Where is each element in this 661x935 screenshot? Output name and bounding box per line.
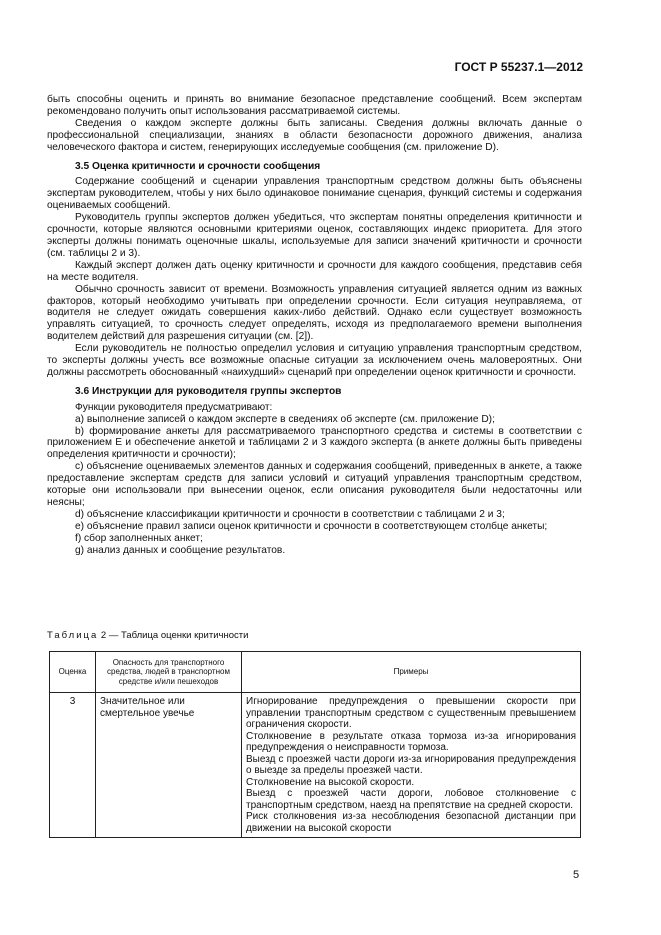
page-number: 5 — [573, 869, 580, 881]
paragraph: Обычно срочность зависит от времени. Возможность управления ситуацией является одним из важных факторов, который необходимо учитывать при определении срочности. Если ситуация неуправляема, от водителя не следует ожидать совершения каких-либо действий. Однако если существует возможность управлять ситуацией, то срочность следует определять, исходя из предполагаемого времени выполнения водителем действий для разрешения ситуации (см. [2]). — [47, 283, 582, 343]
list-item: a) выполнение записей о каждом эксперте в сведениях об эксперте (см. приложение D); — [75, 413, 495, 425]
section-heading-3-5: 3.5 Оценка критичности и срочности сообщения — [75, 160, 321, 172]
paragraph: Содержание сообщений и сценарии управления транспортным средством должны быть объяснены экспертам руководителем, чтобы у них было одинаковое понимание сценария, функций системы и содержания оцениваемых сообщений. — [47, 176, 582, 212]
example-item: Столкновение в результате отказа тормоза из-за игнорирования предупреждения о неисправности тормоза. — [246, 730, 576, 753]
list-item: b) формирование анкеты для рассматриваемого транспортного средства и системы в соответствии с приложением Е и обеспечение анкетой и таблицами 2 и 3 каждого эксперта (в анкете должны быть приведены определения критичности и срочности); — [47, 425, 582, 461]
list-item: d) объяснение классификации критичности и срочности в соответствии с таблицами 2 и 3; — [75, 508, 505, 520]
paragraph: Каждый эксперт должен дать оценку критичности и срочности для каждого сообщения, представив себя на месте водителя. — [47, 259, 582, 283]
list-item: f) сбор заполненных анкет; — [75, 532, 203, 544]
cell-danger: Значительное или смертельное увечье — [96, 693, 242, 838]
paragraph: Функции руководителя предусматривают: — [75, 401, 273, 413]
table-header-row — [50, 652, 581, 693]
list-item: g) анализ данных и сообщение результатов. — [75, 544, 286, 556]
example-item: Столкновение на высокой скорости. — [246, 776, 415, 788]
example-item: Риск столкновения из-за несоблюдения безопасной дистанции при движении на высокой скорости — [246, 811, 576, 834]
list-item: с) объяснение оцениваемых элементов данных и содержания сообщений, приведенных в анкете, а также предоставление экспертам средств для записи условий и ситуаций управления транспортным средством, которые они использовали при вынесении оценок, если описания руководителя были недостаточны или неясны; — [47, 461, 582, 508]
body-text — [47, 94, 582, 557]
header-examples: Примеры — [242, 652, 581, 693]
example-item: Выезд с проезжей части дороги из-за игнорирования предупреждения о выезде за пределы проезжей части. — [246, 753, 576, 776]
header-score: Оценка — [50, 652, 96, 693]
header-danger: Опасность для транспортного средства, людей в транспортном средстве и/или пешеходов — [96, 652, 242, 693]
section-heading-3-6: 3.6 Инструкции для руководителя группы экспертов — [75, 385, 342, 397]
criticality-table — [49, 651, 581, 838]
table-caption — [47, 630, 248, 641]
example-item: Игнорирование предупреждения о превышении скорости при управлении транспортным средством с существенным превышением ограничения скорости. — [246, 696, 576, 730]
table-row — [50, 693, 581, 838]
cell-examples — [242, 693, 581, 838]
list-item: е) объяснение правил записи оценок критичности и срочности в соответствующем столбце анкеты; — [75, 520, 548, 532]
paragraph: Руководитель группы экспертов должен убедиться, что экспертам понятны определения критичности и срочности, которые являются основными критериями оценок, составляющих индекс приоритета. Для этого эксперты должны понимать оценочные шкалы, используемые для записи значений критичности и срочности (см. таблицы 2 и 3). — [47, 212, 582, 259]
standard-number: ГОСТ Р 55237.1—2012 — [454, 60, 583, 74]
paragraph: Если руководитель не полностью определил условия и ситуацию управления транспортным средством, то эксперты должны учесть все возможные опасные ситуации за исключением очень маловероятных. Они должны рассмотреть обоснованный «наихудший» сценарий при определении оценок критичности и срочности. — [47, 343, 582, 378]
paragraph: Сведения о каждом эксперте должны быть записаны. Сведения должны включать данные о профессиональной специализации, знаниях в области безопасности дорожного движения, анализа человеческого фактора и систем, генерирующих исследуемые сообщения (см. приложение D). — [47, 117, 582, 153]
table-caption-title: 2 — Таблица оценки критичности — [100, 630, 249, 641]
cell-score: 3 — [50, 693, 96, 838]
paragraph: быть способны оценить и принять во внимание безопасное представление сообщений. Всем экспертам рекомендовано получить опыт использования рассматриваемой системы. — [47, 94, 582, 117]
example-item: Выезд с проезжей части дороги, лобовое столкновение с транспортным средством, наезд на препятствие на средней скорости. — [246, 788, 576, 811]
table-caption-label: Таблица — [47, 630, 99, 641]
